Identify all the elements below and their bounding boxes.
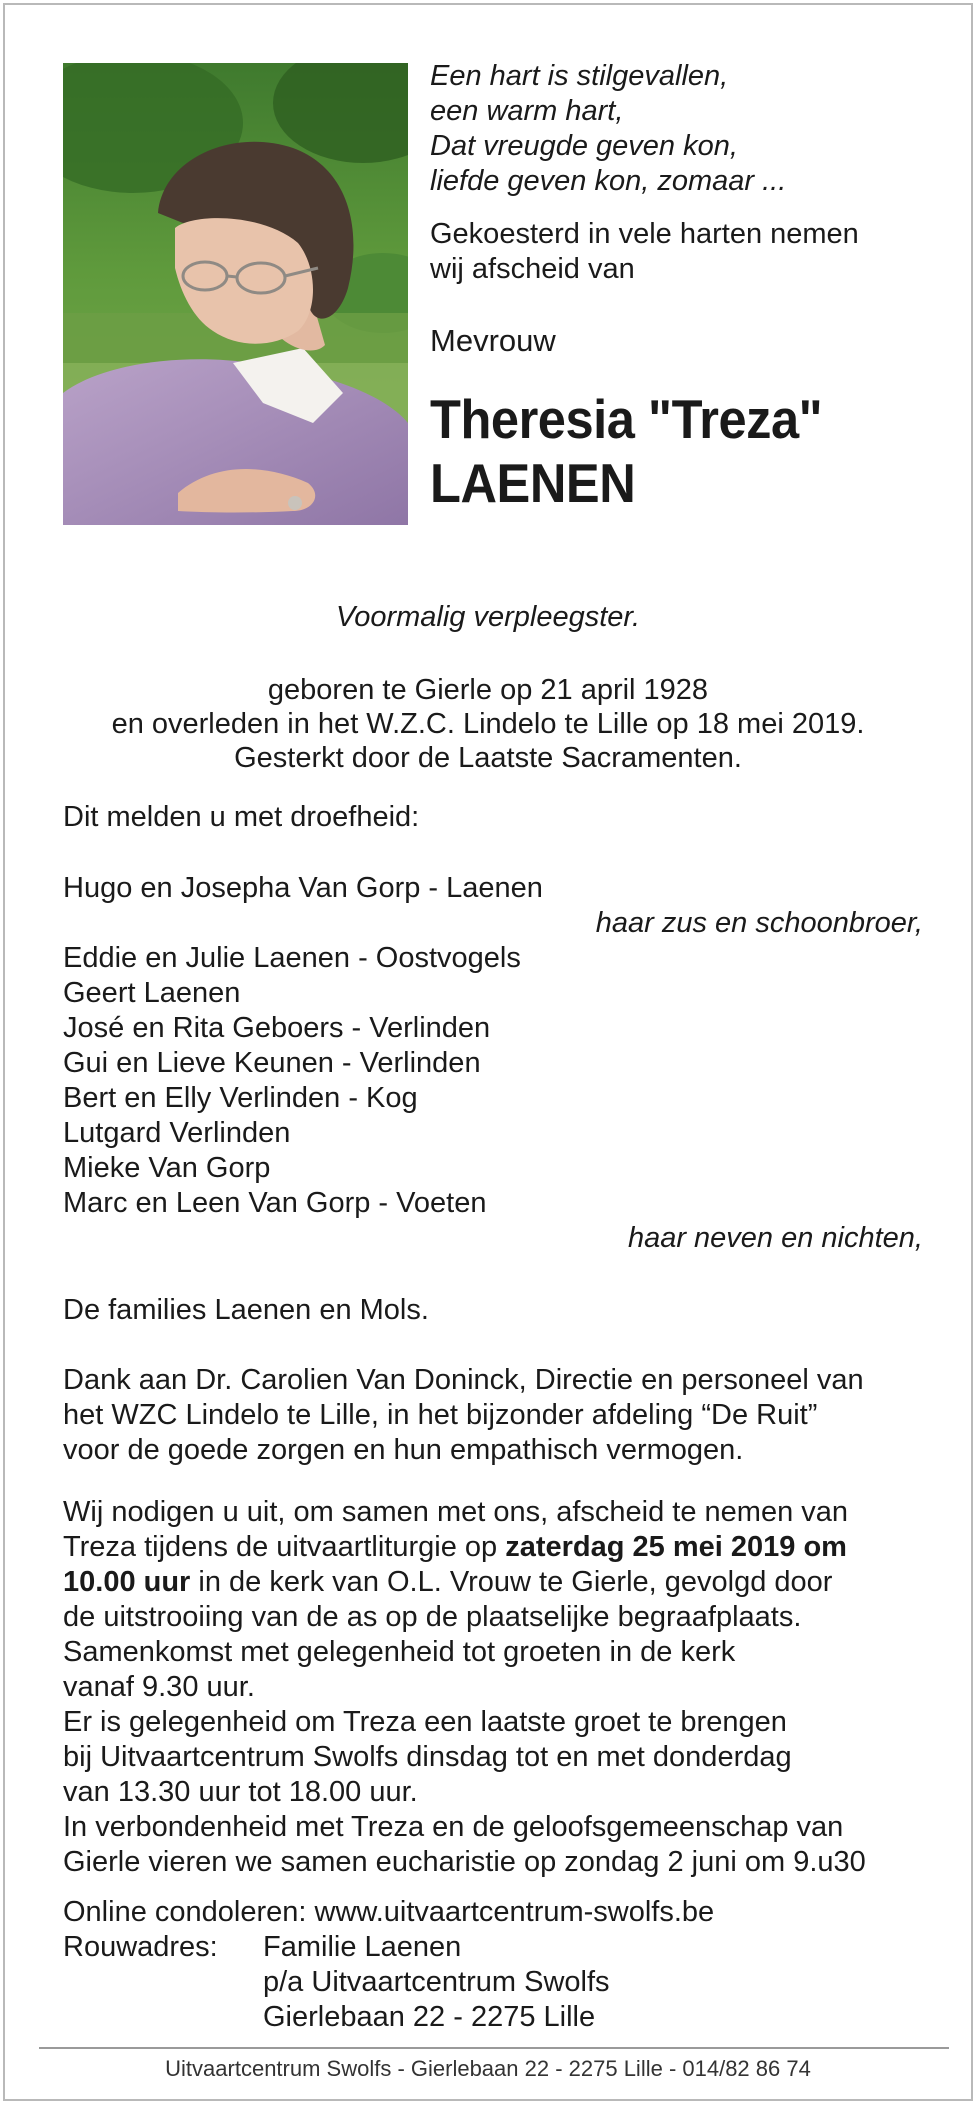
dates-line: Gesterkt door de Laatste Sacramenten. bbox=[234, 742, 742, 774]
thanks-paragraph bbox=[63, 1363, 923, 1468]
address-spacer bbox=[63, 1965, 263, 2000]
name-line-2: LAENEN bbox=[430, 452, 636, 514]
contact-block bbox=[63, 1895, 923, 2035]
portrait-photo bbox=[63, 63, 408, 525]
relation-label: haar zus en schoonbroer, bbox=[595, 907, 923, 939]
salutation: Mevrouw bbox=[430, 323, 556, 358]
online-condolence: Online condoleren: www.uitvaartcentrum-swolfs.be bbox=[63, 1896, 715, 1928]
intro-line: Gekoesterd in vele harten nemen bbox=[430, 218, 859, 250]
footer: Uitvaartcentrum Swolfs - Gierlebaan 22 - 2275 Lille - 014/82 86 74 bbox=[165, 2056, 811, 2081]
invite-line: Wij nodigen u uit, om samen met ons, afscheid te nemen van bbox=[63, 1496, 849, 1528]
invite-line bbox=[63, 1565, 923, 1600]
address-row bbox=[63, 1930, 923, 1965]
invite-line bbox=[63, 1530, 923, 1565]
poem-line: een warm hart, bbox=[430, 95, 624, 127]
thanks-line: Dank aan Dr. Carolien Van Doninck, Directie en personeel van bbox=[63, 1364, 864, 1396]
poem-line: Een hart is stilgevallen, bbox=[430, 60, 729, 92]
address-row bbox=[63, 2000, 923, 2035]
obituary-card bbox=[3, 3, 973, 2101]
family-member: Hugo en Josepha Van Gorp - Laenen bbox=[63, 872, 543, 904]
lead-text: Dit melden u met droefheid: bbox=[63, 801, 420, 833]
relation-label: haar neven en nichten, bbox=[627, 1222, 923, 1254]
address-line: Familie Laenen bbox=[263, 1931, 462, 1963]
intro bbox=[430, 217, 950, 287]
address-line: Gierlebaan 22 - 2275 Lille bbox=[263, 2001, 596, 2033]
poem bbox=[430, 59, 950, 199]
name-line-1: Theresia "Treza" bbox=[430, 388, 823, 450]
footer-divider bbox=[39, 2047, 949, 2049]
dates-line: geboren te Gierle op 21 april 1928 bbox=[267, 674, 709, 706]
family-member: Gui en Lieve Keunen - Verlinden bbox=[63, 1047, 481, 1079]
address-row bbox=[63, 1965, 923, 2000]
intro-line: wij afscheid van bbox=[430, 253, 635, 285]
address-label: Rouwadres: bbox=[63, 1931, 218, 1963]
family-member: Eddie en Julie Laenen - Oostvogels bbox=[63, 942, 521, 974]
family-member: Marc en Leen Van Gorp - Voeten bbox=[63, 1187, 487, 1219]
invite-text: Treza tijdens de uitvaartliturgie op bbox=[63, 1531, 506, 1563]
invite-line: Er is gelegenheid om Treza een laatste groet te brengen bbox=[63, 1706, 787, 1738]
header-text bbox=[430, 59, 950, 515]
poem-line: liefde geven kon, zomaar ... bbox=[430, 165, 787, 197]
invite-line: In verbondenheid met Treza en de geloofsgemeenschap van bbox=[63, 1811, 844, 1843]
family-member: Geert Laenen bbox=[63, 977, 241, 1009]
address-line: p/a Uitvaartcentrum Swolfs bbox=[263, 1966, 610, 1998]
invite-line: van 13.30 uur tot 18.00 uur. bbox=[63, 1776, 418, 1808]
thanks-line: voor de goede zorgen en hun empathisch vermogen. bbox=[63, 1434, 744, 1466]
invite-line: vanaf 9.30 uur. bbox=[63, 1671, 255, 1703]
dates-line: en overleden in het W.Z.C. Lindelo te Lille op 18 mei 2019. bbox=[111, 708, 865, 740]
thanks-line: het WZC Lindelo te Lille, in het bijzonder afdeling “De Ruit” bbox=[63, 1399, 818, 1431]
portrait-image bbox=[63, 63, 408, 525]
invite-line: bij Uitvaartcentrum Swolfs dinsdag tot en met donderdag bbox=[63, 1741, 792, 1773]
invite-line: de uitstrooiing van de as op de plaatselijke begraafplaats. bbox=[63, 1601, 802, 1633]
deceased-name bbox=[430, 387, 908, 515]
address-spacer bbox=[63, 2000, 263, 2035]
invite-line: Samenkomst met gelegenheid tot groeten in de kerk bbox=[63, 1636, 736, 1668]
occupation: Voormalig verpleegster. bbox=[335, 601, 641, 633]
family-member: Mieke Van Gorp bbox=[63, 1152, 271, 1184]
family-member: José en Rita Geboers - Verlinden bbox=[63, 1012, 491, 1044]
life-dates bbox=[5, 673, 971, 775]
family-member: Bert en Elly Verlinden - Kog bbox=[63, 1082, 418, 1114]
family-list bbox=[63, 871, 923, 1256]
families-line: De families Laenen en Mols. bbox=[63, 1294, 429, 1326]
poem-line: Dat vreugde geven kon, bbox=[430, 130, 738, 162]
funeral-date: zaterdag 25 mei 2019 om bbox=[505, 1531, 847, 1563]
invite-line: Gierle vieren we samen eucharistie op zondag 2 juni om 9.u30 bbox=[63, 1846, 866, 1878]
funeral-time: 10.00 uur bbox=[63, 1566, 191, 1598]
invitation-paragraph bbox=[63, 1495, 923, 1880]
invite-text: in de kerk van O.L. Vrouw te Gierle, gevolgd door bbox=[190, 1566, 833, 1598]
family-member: Lutgard Verlinden bbox=[63, 1117, 291, 1149]
